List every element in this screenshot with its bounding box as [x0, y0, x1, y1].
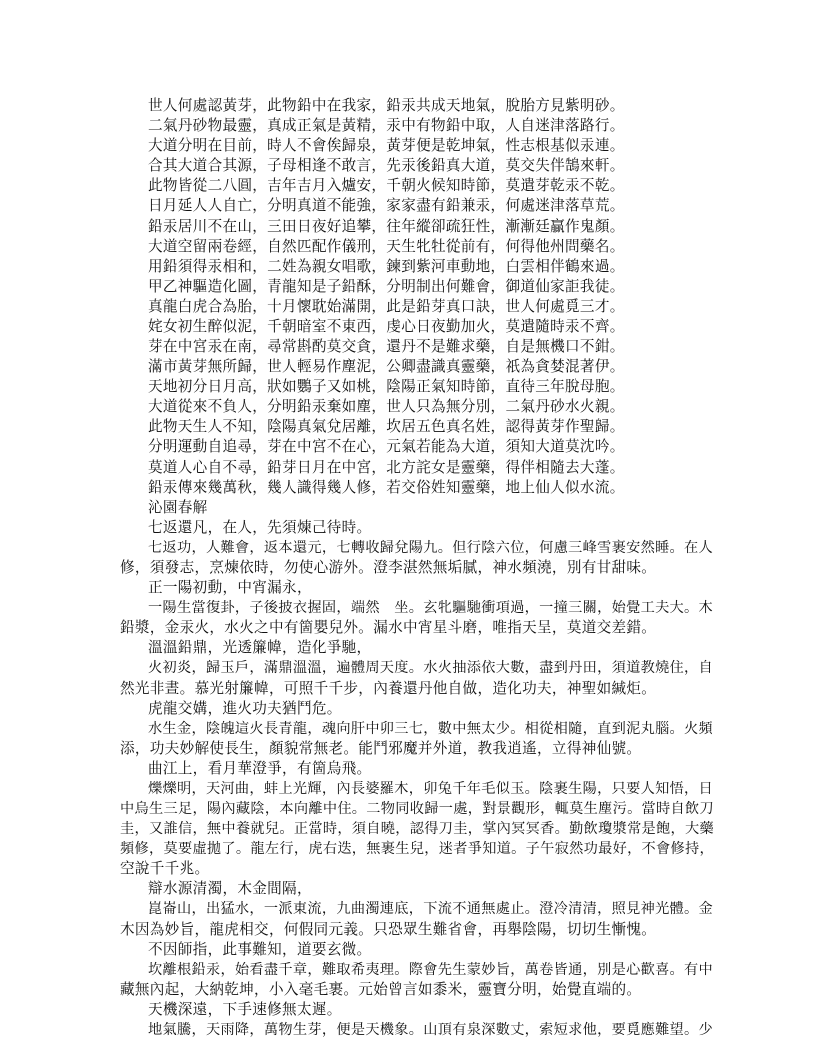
subheading-line: 正一陽初動，中宵漏永，: [148, 579, 312, 597]
verse-line: 大道從來不負人，分明鉛汞棄如塵，世人只為無分別，二氣丹砂水火親。: [148, 398, 625, 416]
prose-line: 水生金，陰魄這火長青龍，魂向肝中卯三七，數中無太少。相從相隨，直到泥丸腦。火頻: [148, 720, 714, 737]
subheading-line: 七返還凡，在人，先須煉己待時。: [148, 518, 372, 536]
prose-line: 一陽生當復卦，子後披衣握固，端然 坐。玄牝驅馳衝項過，一撞三關，始覺工夫大。木: [148, 600, 714, 617]
verse-line: 鉛汞傳來幾萬秋，幾人識得幾人修，若交俗姓知靈藥，地上仙人似水流。: [148, 478, 625, 496]
subheading-line: 不因師指，此事難知，道要玄微。: [148, 940, 372, 958]
verse-line: 大道空留兩卷經，自然匹配作儀刑，天生牝牡從前有，何得他州問藥名。: [148, 237, 625, 255]
verse-line: 滿市黃芽無所歸，世人輕易作塵泥，公卿盡識真靈藥，祇為貪婪混著伊。: [148, 358, 625, 376]
prose-line: 修，須發志，烹煉依時，勿使心游外。澄李湛然無垢膩，神水頻澆，別有甘甜味。: [120, 559, 657, 576]
verse-line: 大道分明在目前，時人不會俟歸泉，黃芽便是乾坤氣，性志根基似汞連。: [148, 137, 625, 155]
verse-line: 此物天生人不知，陰陽真氣兌居離，坎居五色真名姓，認得黃芽作聖歸。: [148, 418, 625, 436]
verse-line: 日月延人人自亡，分明真道不能強，家家盡有鉛兼汞，何處迷津落草荒。: [148, 197, 625, 215]
verse-line: 姹女初生醉似泥，千朝暗室不東西，虔心日夜勤加火，莫遣隨時汞不齊。: [148, 317, 625, 335]
section-heading: 沁園春解: [148, 498, 208, 516]
prose-line: 火初炎，歸玉戶，滿鼎溫溫，遍體周天度。水火抽添依大數，盡到丹田，須道教燒住，自: [148, 660, 714, 677]
verse-line: 鉛汞居川不在山，三田日夜好追攀，往年縱卻疏狂性，漸漸廷贏作鬼顏。: [148, 217, 625, 235]
subheading-line: 天機深遠，下手速修無太遲。: [148, 1000, 342, 1018]
verse-line: 用鉛須得汞相和，二姓為親女唱歌，鍊到紫河車動地，白雲相伴鶴來過。: [148, 257, 625, 275]
prose-line: 崑崙山，出猛水，一派東流，九曲濁連底，下流不通無處止。澄冷清清，照見神光體。金: [148, 901, 714, 918]
subheading-line: 虎龍交媾，進火功夫猶鬥危。: [148, 699, 342, 717]
verse-line: 真龍白虎合為胎，十月懷耽始滿開，此是鉛芽真口訣，世人何處覓三才。: [148, 297, 625, 315]
prose-line: 鉛漿，金汞火，水火之中有箇嬰兒外。漏水中宵星斗磨，唯指天呈，莫道交差錯。: [120, 619, 657, 637]
prose-line: 地氣騰，天雨降，萬物生芽，便是天機象。山頂有泉深數丈，索短求他，要覓應難望。少: [148, 1022, 714, 1038]
verse-line: 世人何處認黃芽，此物鉛中在我家，鉛汞共成天地氣，脫胎方見紫明砂。: [148, 97, 625, 114]
prose-line: 坎離根鉛汞，始看盡千章，難取希夷理。際會先生蒙妙旨，萬卷皆通，別是心歡喜。有中: [148, 961, 714, 978]
prose-line: 中烏生三足，陽內藏陰，本向離中住。二物同收歸一處，對景觀形，輒莫生塵污。當時自飲刀: [120, 801, 714, 818]
prose-line: 頻修，莫要虛拋了。龍左行，虎右迭，無裹生兒，迷者爭知道。子午寂然功最好，不會修持，: [120, 841, 714, 858]
subheading-line: 辯水源清濁，木金間隔，: [148, 880, 312, 898]
verse-line: 甲乙神驅造化圖，青龍知是子鉛酥，分明制出何難會，御道仙家詎我徒。: [148, 277, 625, 295]
prose-line: 七返功，人難會，返本還元，七轉收歸兌陽九。但行陰六位，何慮三峰雪裹安然睡。在人: [148, 539, 714, 556]
verse-line: 芽在中宮汞在南，尋常斟酌莫交貪，還丹不是難求藥，自是無機口不鉗。: [148, 338, 625, 356]
verse-line: 分明運動自追尋，芽在中宮不在心，元氣若能為大道，須知大道莫沈吟。: [148, 438, 625, 456]
verse-line: 二氣丹砂物最靈，真成正氣是黃精，汞中有物鉛中取，人自迷津落路行。: [148, 117, 625, 135]
verse-line: 合其大道合其源，子母相逢不敢言，先汞後鉛真大道，莫交失伴鵠來軒。: [148, 157, 625, 175]
prose-line: 空說千千兆。: [120, 860, 210, 878]
prose-line: 木因為妙旨，龍虎相交，何假同元義。只恐眾生難省會，再舉陰陽，切切生慚愧。: [120, 920, 657, 938]
verse-line: 此物皆從二八圓，吉年吉月入爐安，千朝火候知時節，莫遣芽乾汞不乾。: [148, 177, 625, 195]
verse-line: 天地初分日月高，狀如鸚子又如桃，陰陽正氣知時節，直待三年脫母胞。: [148, 378, 625, 396]
prose-line: 藏無內起，大納乾坤，小入毫毛裹。元始曾言如黍米，靈寶分明，始覺直端的。: [120, 980, 642, 998]
prose-line: 圭，又誰信，無中養就兒。正當時，須自曉，認得刀圭，掌內冥冥香。勤飲瓊漿常是飽，大藥: [120, 821, 714, 838]
subheading-line: 曲江上，看月華澄爭，有箇烏飛。: [148, 759, 372, 777]
subheading-line: 溫溫鉛鼎，光透簾幃，造化爭馳，: [148, 639, 372, 657]
prose-line: 添，功夫妙解使長生，顏貌常無老。能鬥邪魔并外道，教我逍遙，立得神仙號。: [120, 739, 642, 757]
prose-line: 然光非晝。慕光射簾幃，可照千千步，內養還丹他自做，造化功夫，神聖如緘炬。: [120, 679, 657, 697]
prose-line: 爍爍明，天河曲，蚌上光輝，內長婆羅木，卯兔千年毛似玉。陰裹生陽，只要人知悟，日: [148, 780, 714, 797]
verse-line: 莫道人心自不尋，鉛芽日月在中宮，北方詫女是靈藥，得伴相隨去大蓬。: [148, 458, 625, 476]
